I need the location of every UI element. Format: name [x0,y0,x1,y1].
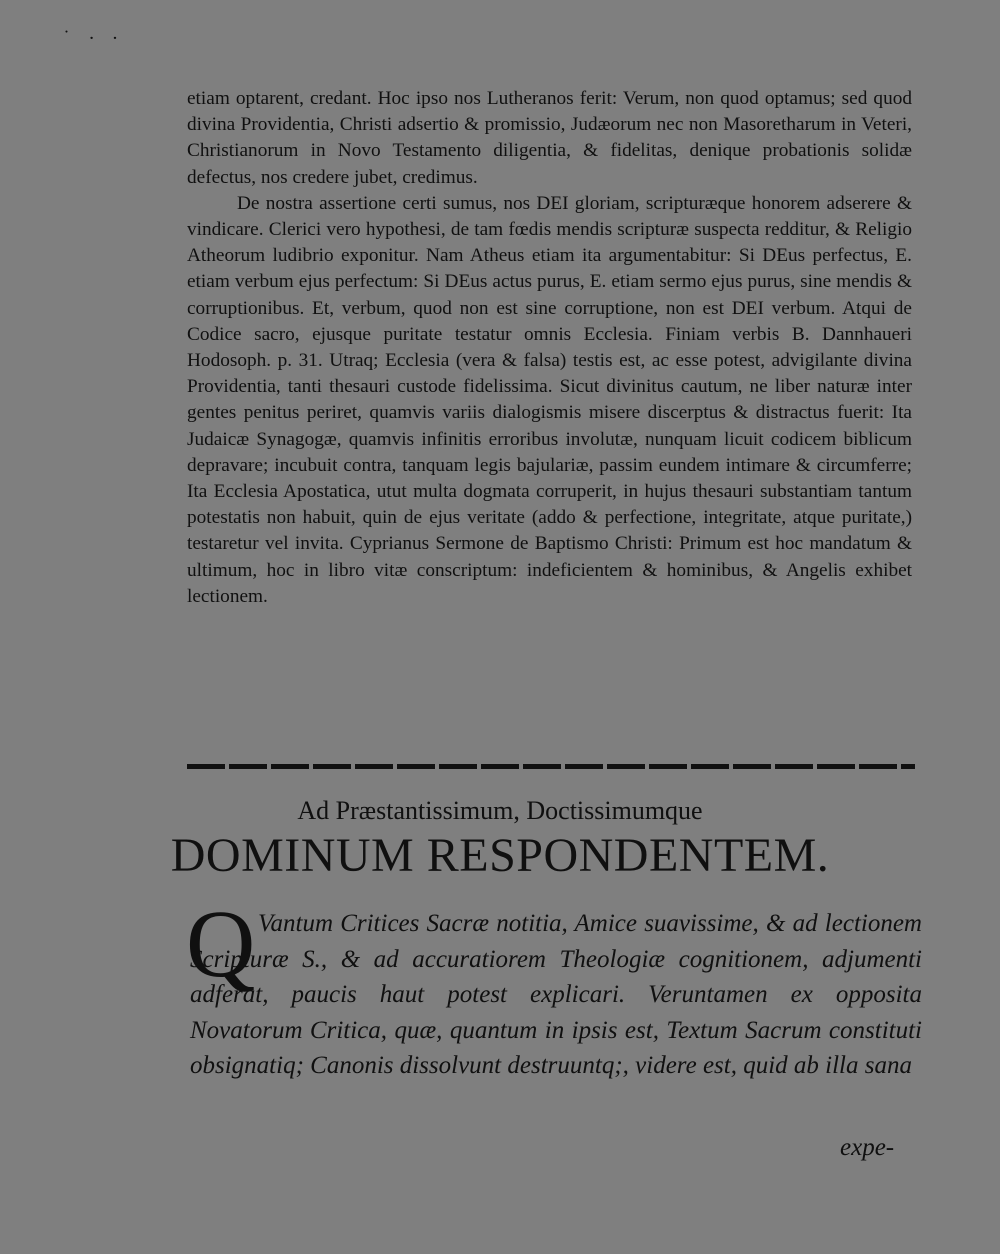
section-divider-rule [187,764,915,769]
drop-cap-letter: Q [186,890,256,997]
dedication-heading: Ad Præstantissimum, Doctissimumque [297,796,703,825]
dedication-text-block [190,906,922,1084]
corner-mark: ˙ · · [62,28,124,49]
catchword: expe- [840,1134,895,1161]
paragraph-continuation: etiam optarent, credant. Hoc ipso nos Lutheranos ferit: Verum, non quod optamus; sed quod divina Providentia, Christi adsertio & promissio, Judæorum nec non Masoretharum in Veteri, Christianorum in Novo Testamento diligentia, & fidelitas, denique probationis solidæ defectus, nos credere jubet, credimus. [187,88,912,188]
dedication-paragraph: Vantum Critices Sacræ notitia, Amice suavissime, & ad lectionem Scripturæ S., & ad accuratiorem Theologiæ cognitionem, adjumenti adferat, paucis haut potest explicari. Veruntamen ex opposita Novatorum Critica, quæ, quantum in ipsis est, Textum Sacrum constituti obsignatiq; Canonis dissolvunt destruuntq;, videre est, quid ab illa sana [190,910,922,1079]
paragraph-assertion: De nostra assertione certi sumus, nos DEI gloriam, scripturæque honorem adserere & vindicare. Clerici vero hypothesi, de tam fœdis mendis scripturæ suspecta redditur, & Religio Atheorum ludibrio exponitur. Nam Atheus etiam ita argumentabitur: Si DEus perfectus, E. etiam verbum ejus perfectum: Si DEus actus purus, E. etiam sermo ejus purus, sine mendis & corruptionibus. Et, verbum, quod non est sine corruptione, non est DEI verbum. Atqui de Codice sacro, ejusque puritate testatur omnis Ecclesia. Finiam verbis B. Dannhaueri Hodosoph. p. 31. Utraq; Ecclesia (vera & falsa) testis est, ac esse potest, advigilante divina Providentia, tanti thesauri custode fidelissima. Sicut divinitus cautum, ne liber naturæ inter gentes penitus periret, quamvis variis dialogismis misere discerptus & distractus fuerit: Ita Judaicæ Synagogæ, quamvis infinitis erroribus involutæ, nunquam licuit codicem biblicum depravare; incubuit contra, tanquam legis bajulariæ, passim eundem intimare & circumferre; Ita Ecclesia Apostatica, utut multa dogmata corruperit, in hujus thesauri substantiam tantum potestatis non habuit, quin de ejus veritate (addo & perfectione, integritate, atque puritate,) testaretur vel invita. Cyprianus Sermone de Baptismo Christi: Primum est hoc mandatum & ultimum, hoc in libro vitæ conscriptum: indeficientem & hominibus, & Angelis exhibet lectionem. [187,192,912,607]
dedication-title: DOMINUM RESPONDENTEM. [170,829,830,882]
upper-text-block [187,86,912,610]
